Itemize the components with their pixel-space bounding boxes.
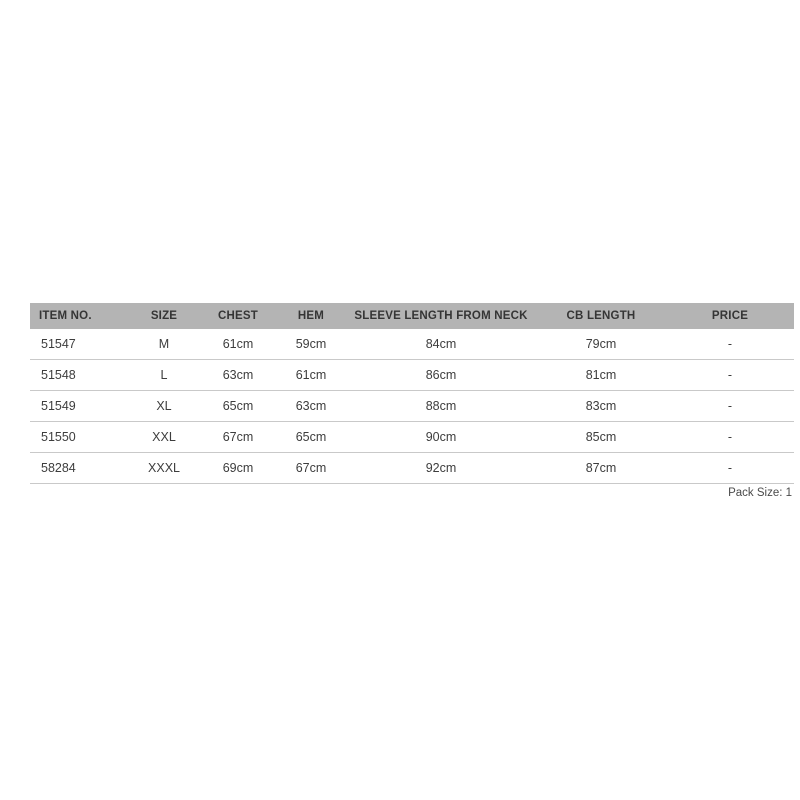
cell-cb-length: 83cm bbox=[536, 391, 666, 422]
table-body bbox=[30, 329, 794, 484]
cell-hem: 67cm bbox=[276, 453, 346, 484]
cell-cb-length: 79cm bbox=[536, 329, 666, 360]
cell-size: XL bbox=[128, 391, 200, 422]
table-row bbox=[30, 329, 794, 360]
cell-price: - bbox=[666, 329, 794, 360]
cell-item-no: 51547 bbox=[30, 329, 128, 360]
cell-sleeve-length: 84cm bbox=[346, 329, 536, 360]
table-row bbox=[30, 422, 794, 453]
cell-chest: 63cm bbox=[200, 360, 276, 391]
table-row bbox=[30, 360, 794, 391]
cell-price: - bbox=[666, 422, 794, 453]
pack-size-label: Pack Size: 1 bbox=[728, 487, 792, 499]
table-row bbox=[30, 453, 794, 484]
cell-size: XXL bbox=[128, 422, 200, 453]
size-chart-table bbox=[30, 303, 794, 484]
column-header-price: PRICE bbox=[666, 303, 794, 329]
cell-price: - bbox=[666, 391, 794, 422]
cell-chest: 61cm bbox=[200, 329, 276, 360]
cell-sleeve-length: 90cm bbox=[346, 422, 536, 453]
cell-size: L bbox=[128, 360, 200, 391]
cell-sleeve-length: 86cm bbox=[346, 360, 536, 391]
cell-price: - bbox=[666, 360, 794, 391]
cell-item-no: 51550 bbox=[30, 422, 128, 453]
cell-sleeve-length: 92cm bbox=[346, 453, 536, 484]
column-header-item-no: ITEM NO. bbox=[30, 303, 128, 329]
cell-cb-length: 85cm bbox=[536, 422, 666, 453]
column-header-chest: CHEST bbox=[200, 303, 276, 329]
cell-sleeve-length: 88cm bbox=[346, 391, 536, 422]
column-header-size: SIZE bbox=[128, 303, 200, 329]
cell-chest: 69cm bbox=[200, 453, 276, 484]
cell-chest: 67cm bbox=[200, 422, 276, 453]
column-header-sleeve-length: SLEEVE LENGTH FROM NECK bbox=[346, 303, 536, 329]
cell-size: M bbox=[128, 329, 200, 360]
cell-item-no: 51549 bbox=[30, 391, 128, 422]
cell-price: - bbox=[666, 453, 794, 484]
cell-cb-length: 81cm bbox=[536, 360, 666, 391]
cell-cb-length: 87cm bbox=[536, 453, 666, 484]
cell-hem: 63cm bbox=[276, 391, 346, 422]
cell-item-no: 51548 bbox=[30, 360, 128, 391]
cell-chest: 65cm bbox=[200, 391, 276, 422]
cell-hem: 59cm bbox=[276, 329, 346, 360]
size-chart-container bbox=[30, 303, 794, 484]
table-header bbox=[30, 303, 794, 329]
table-header-row bbox=[30, 303, 794, 329]
table-row bbox=[30, 391, 794, 422]
cell-item-no: 58284 bbox=[30, 453, 128, 484]
cell-hem: 65cm bbox=[276, 422, 346, 453]
column-header-cb-length: CB LENGTH bbox=[536, 303, 666, 329]
cell-size: XXXL bbox=[128, 453, 200, 484]
column-header-hem: HEM bbox=[276, 303, 346, 329]
cell-hem: 61cm bbox=[276, 360, 346, 391]
